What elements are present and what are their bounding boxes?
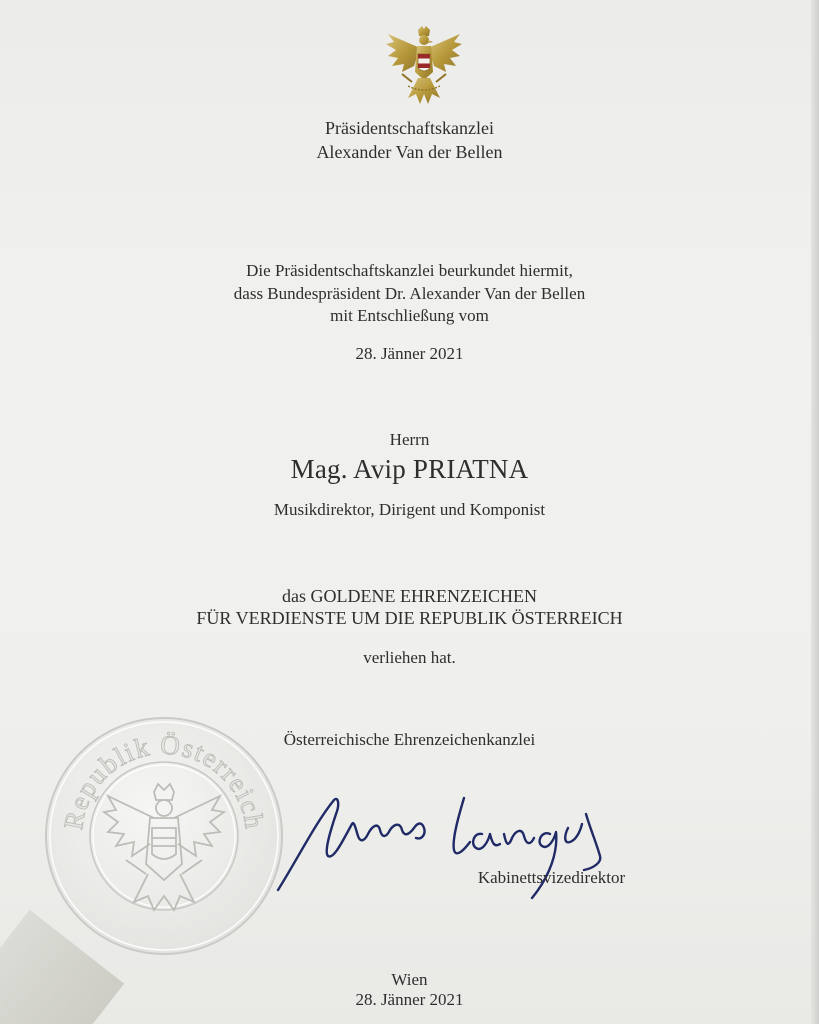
award-line-1: das GOLDENE EHRENZEICHEN — [282, 586, 537, 606]
closing-text: verliehen hat. — [363, 648, 456, 667]
president-name: Alexander Van der Bellen — [316, 142, 503, 162]
seal-text: Republik Österreich — [57, 729, 270, 832]
intro-line-2: dass Bundespräsident Dr. Alexander Van der Bellen — [233, 284, 586, 303]
intro-line-1: Die Präsidentschaftskanzlei beurkundet hiermit, — [246, 261, 573, 280]
chancellery-name: Österreichische Ehrenzeichenkanzlei — [283, 730, 536, 749]
recipient-name: Mag. Avip PRIATNA — [290, 454, 529, 484]
resolution-date: 28. Jänner 2021 — [355, 344, 464, 363]
signatory-title: Kabinettsvizedirektor — [477, 868, 626, 887]
austrian-eagle-crest-icon — [384, 24, 464, 110]
award-line-2: FÜR VERDIENSTE UM DIE REPUBLIK ÖSTERREICH — [196, 608, 623, 628]
salutation: Herrn — [389, 430, 430, 449]
recipient-title: Musikdirektor, Dirigent und Komponist — [273, 500, 546, 519]
footer-date: 28. Jänner 2021 — [355, 990, 464, 1009]
footer-place: Wien — [391, 970, 428, 989]
office-heading: Präsidentschaftskanzlei — [325, 118, 494, 138]
embossed-seal-icon — [42, 714, 286, 958]
intro-line-3: mit Entschließung vom — [330, 306, 489, 325]
